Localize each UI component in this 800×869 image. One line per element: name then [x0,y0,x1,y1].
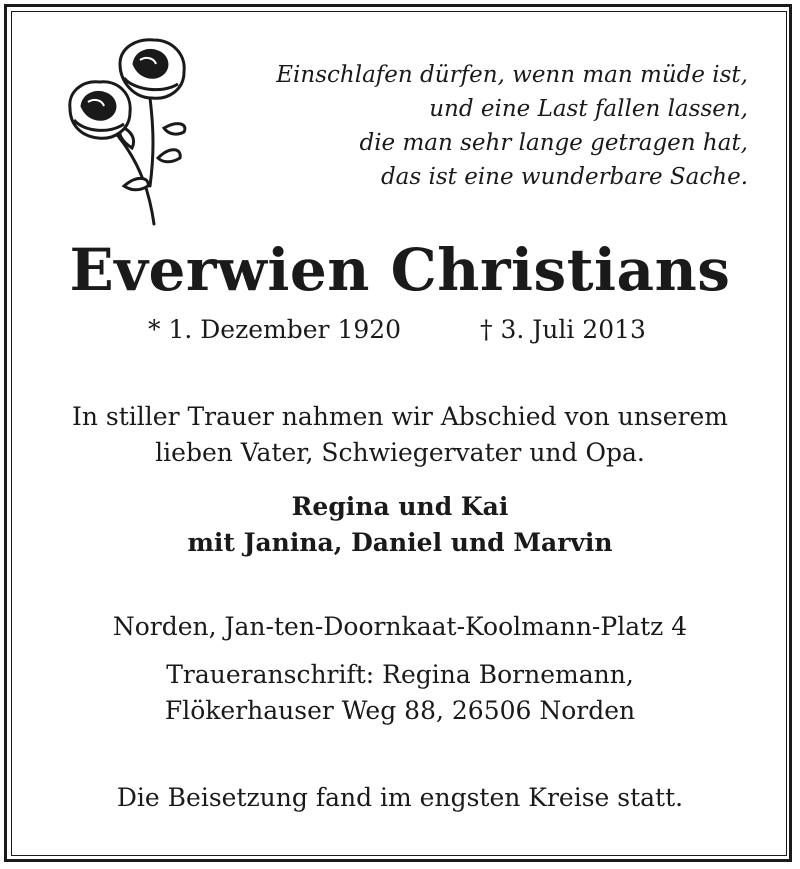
address-line: Traueranschrift: Regina Bornemann, [166,660,634,689]
quote-line: das ist eine wunderbare Sache. [380,164,748,190]
mourning-line: In stiller Trauer nahmen wir Abschied von unserem [72,402,728,431]
place-line [0,609,800,645]
place-text: Norden, Jan-ten-Doornkaat-Koolmann-Platz 4 [112,612,688,641]
quote [248,58,748,194]
address-line: Flökerhauser Weg 88, 26506 Norden [164,696,636,725]
mourning-address [0,657,800,729]
mourning-text [0,399,800,471]
mourning-line: lieben Vater, Schwiegervater und Opa. [155,438,645,467]
death-date: † 3. Juli 2013 [480,315,646,344]
burial-text: Die Beisetzung fand im engsten Kreise statt. [116,783,684,812]
family-line: Regina und Kai [291,492,509,521]
quote-line: und eine Last fallen lassen, [429,96,748,122]
quote-line: die man sehr lange getragen hat, [359,130,748,156]
deceased-name: Everwien Christians [69,236,731,304]
quote-line: Einschlafen dürfen, wenn man müde ist, [276,62,748,88]
life-dates [0,313,800,347]
family-line: mit Janina, Daniel und Marvin [187,528,613,557]
birth-date: * 1. Dezember 1920 [148,315,402,344]
roses-icon [58,36,198,228]
family-names [0,489,800,561]
burial-note [0,780,800,816]
